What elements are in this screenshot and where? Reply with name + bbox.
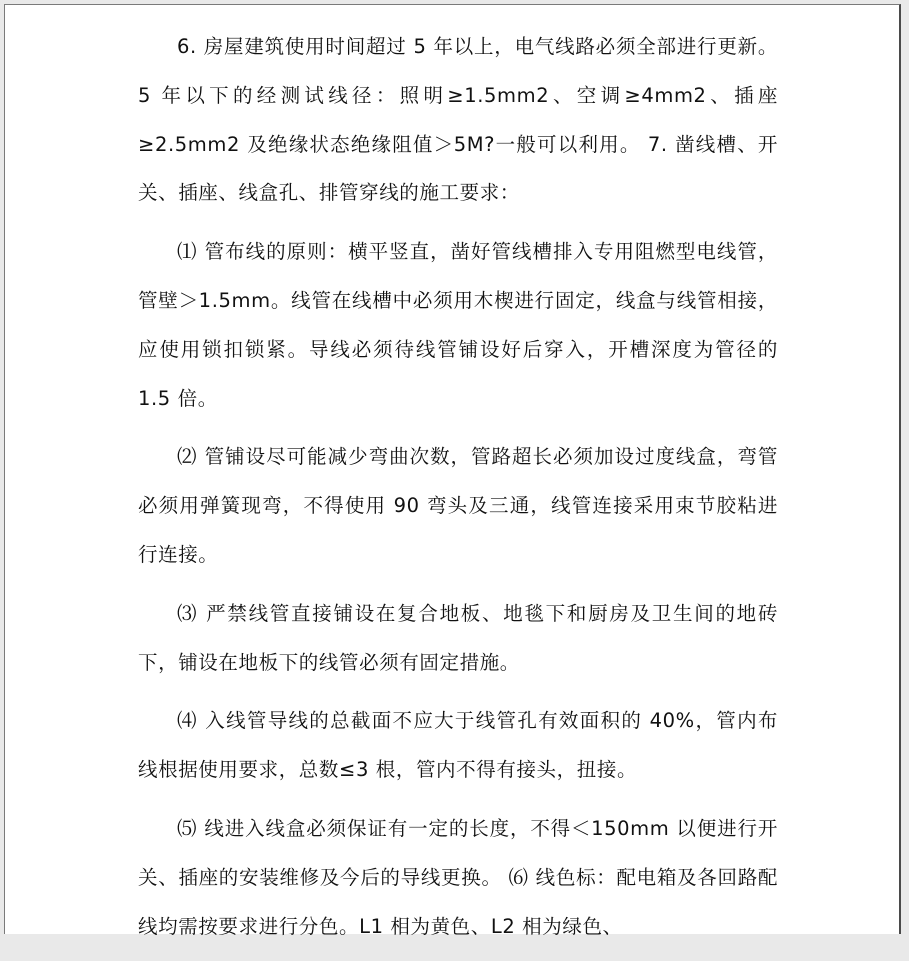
paragraph-item-6-7: 6. 房屋建筑使用时间超过 5 年以上，电气线路必须全部进行更新。5 年以下的经测试线径：照明≥1.5mm2、空调≥4mm2、插座≥2.5mm2 及绝缘状态绝缘阻值＞5M?一般可以利用。 7. 凿线槽、开关、插座、线盒孔、排管穿线的施工要求： bbox=[138, 35, 778, 205]
paragraph-box-length-color: ⑸ 线进入线盒必须保证有一定的长度，不得＜150mm 以便进行开关、插座的安装维修及今后的导线更换。 ⑹ 线色标：配电箱及各回路配线均需按要求进行分色。L1 相为黄色、L2 相为绿色、 bbox=[138, 816, 778, 938]
document-body bbox=[138, 23, 778, 961]
paragraph-floor-laying: ⑶ 严禁线管直接铺设在复合地板、地毯下和厨房及卫生间的地砖下，铺设在地板下的线管必须有固定措施。 bbox=[138, 601, 778, 674]
paragraph-conduit-principle: ⑴ 管布线的原则：横平竖直，凿好管线槽排入专用阻燃型电线管，管壁＞1.5mm。线管在线槽中必须用木楔进行固定，线盒与线管相接，应使用锁扣锁紧。导线必须待线管铺设好后穿入，开槽深度为管径的 1.5 倍。 bbox=[138, 240, 778, 410]
document-page bbox=[4, 4, 901, 938]
paragraph-conduit-bending: ⑵ 管铺设尽可能减少弯曲次数，管路超长必须加设过度线盒，弯管必须用弹簧现弯，不得使用 90 弯头及三通，线管连接采用束节胶粘进行连接。 bbox=[138, 445, 778, 566]
paragraph-wire-cross-section: ⑷ 入线管导线的总截面不应大于线管孔有效面积的 40%，管内布线根据使用要求，总数≤3 根，管内不得有接头，扭接。 bbox=[138, 709, 778, 782]
